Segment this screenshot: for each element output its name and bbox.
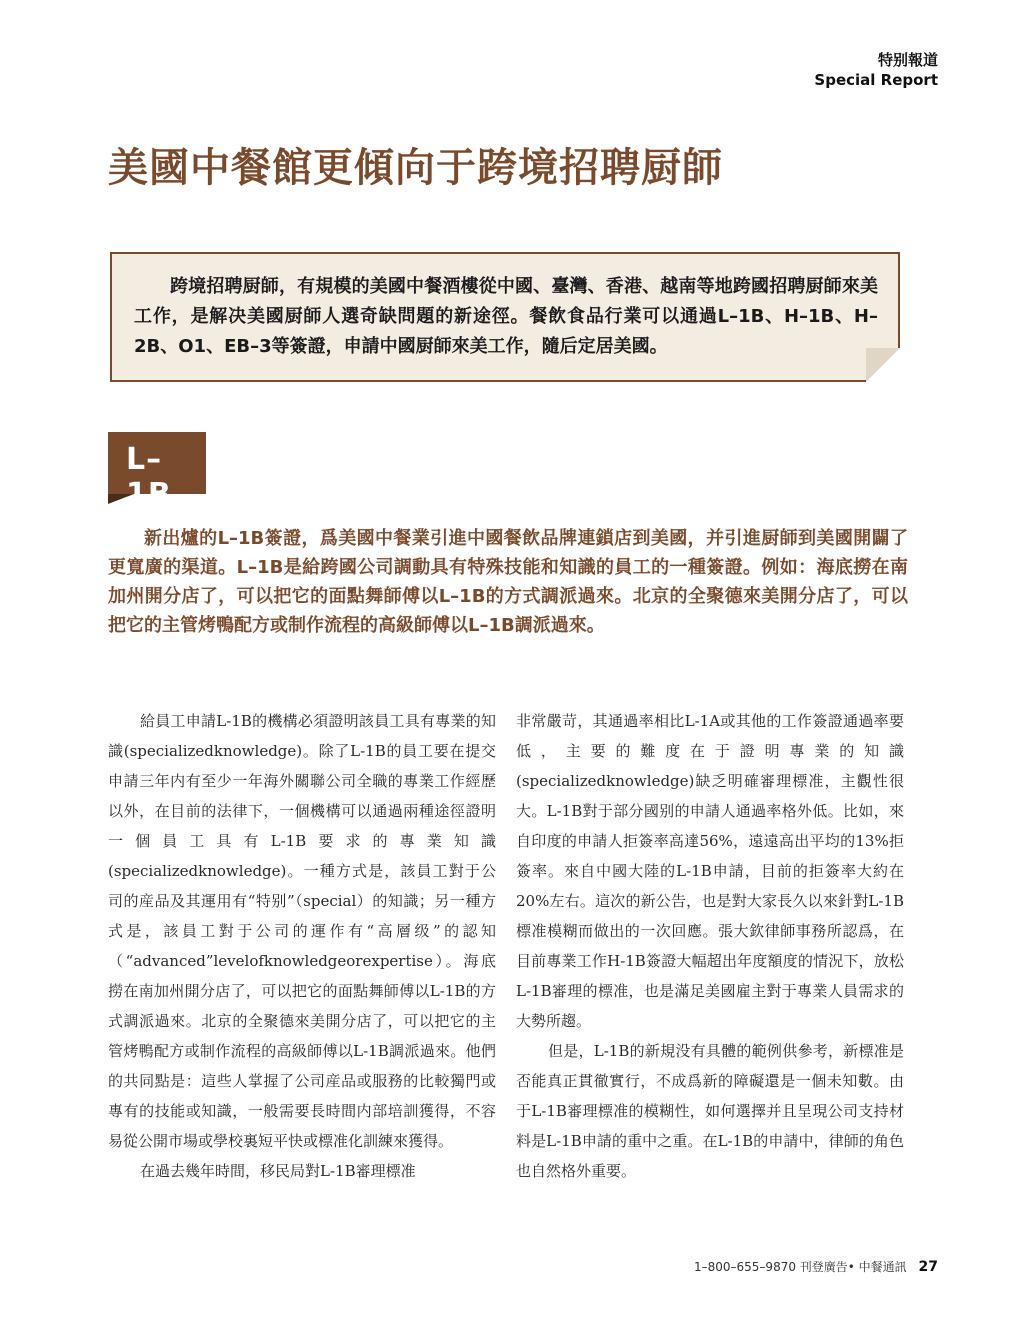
section-label — [814, 50, 938, 90]
right-column — [516, 706, 904, 1186]
left-paragraph-2: 在過去幾年時間，移民局對L-1B審理標准 — [140, 1162, 416, 1180]
left-paragraph-1: 給員工申請L-1B的機構必須證明該員工具有專業的知識(specializedknowledge)。除了L-1B的員工要在提交申請三年内有至少一年海外關聯公司全職的專業工作經歷以外，在目前的法律下，一個機構可以通過兩種途徑證明一個員工具有L-1B要求的專業知識(specializedknowledge)。一種方式是，該員工對于公司的産品及其運用有“特别”（special）的知識；另一種方式是，該員工對于公司的運作有“高層级”的認知（“advanced”levelofknowledgeorexpertise）。海底撈在南加州開分店了，可以把它的面點舞師傅以L-1B的方式調派過來。北京的全聚德來美開分店了，可以把它的主管烤鴨配方或制作流程的高級師傅以L-1B調派過來。他們的共同點是：這些人掌握了公司産品或服務的比較獨門或專有的技能或知識，一般需要長時間内部培訓獲得，不容易從公開市場或學校裏短平快或標准化訓練來獲得。 — [108, 712, 496, 1150]
summary-box — [110, 252, 900, 382]
left-column — [108, 706, 496, 1186]
right-paragraph-1: 非常嚴苛，其通過率相比L-1A或其他的工作簽證通過率要低，主要的難度在于證明專業的知識(specializedknowledge)缺乏明確審理標准，主觀性很大。L-1B對于部分國别的申請人通過率格外低。比如，來自印度的申請人拒簽率高達56%，遠遠高出平均的13%拒簽率。來自中國大陸的L-1B申請，目前的拒簽率大約在20%左右。這次的新公告，也是對大家長久以來針對L-1B標准模糊而做出的一次回應。張大欽律師事務所認爲，在目前專業工作H-1B簽證大幅超出年度額度的情況下，放松L-1B審理的標准，也是滿足美國雇主對于專業人員需求的大勢所趨。 — [516, 712, 904, 1030]
summary-text: 跨境招聘厨師，有規模的美國中餐酒樓從中國、臺灣、香港、越南等地跨國招聘厨師來美工作，是解决美國厨師人選奇缺問題的新途徑。餐飲食品行業可以通過L–1B、H–1B、H–2B、O1、EB–3等簽證，申請中國厨師來美工作，隨后定居美國。 — [134, 276, 878, 357]
lead-paragraph: 新出爐的L–1B簽證，爲美國中餐業引進中國餐飲品牌連鎖店到美國，并引進厨師到美國開闢了更寬廣的渠道。L–1B是給跨國公司調動具有特殊技能和知識的員工的一種簽證。例如：海底撈在南加州開分店了，可以把它的面點舞師傅以L–1B的方式調派過來。北京的全聚德來美開分店了，可以把它的主管烤鴨配方或制作流程的高級師傅以L–1B調派過來。 — [108, 528, 908, 636]
right-paragraph-2: 但是，L-1B的新規没有具體的範例供參考，新標准是否能真正貫徹實行，不成爲新的障礙還是一個未知數。由于L-1B審理標准的模糊性，如何選擇并且呈現公司支持材料是L-1B申請的重中之重。在L-1B的申請中，律師的角色也自然格外重要。 — [516, 1042, 904, 1180]
page-footer — [694, 1258, 938, 1275]
l1b-section-tab: L–1B — [108, 432, 206, 494]
section-label-zh: 特别報道 — [877, 51, 938, 69]
tab-fold-shadow — [108, 494, 134, 504]
article-title: 美國中餐館更傾向于跨境招聘厨師 — [108, 145, 723, 191]
page-number: 27 — [918, 1259, 938, 1275]
footer-text: 1–800–655–9870 刊登廣告• 中餐通訊 — [693, 1260, 907, 1274]
section-label-en: Special Report — [814, 71, 938, 89]
